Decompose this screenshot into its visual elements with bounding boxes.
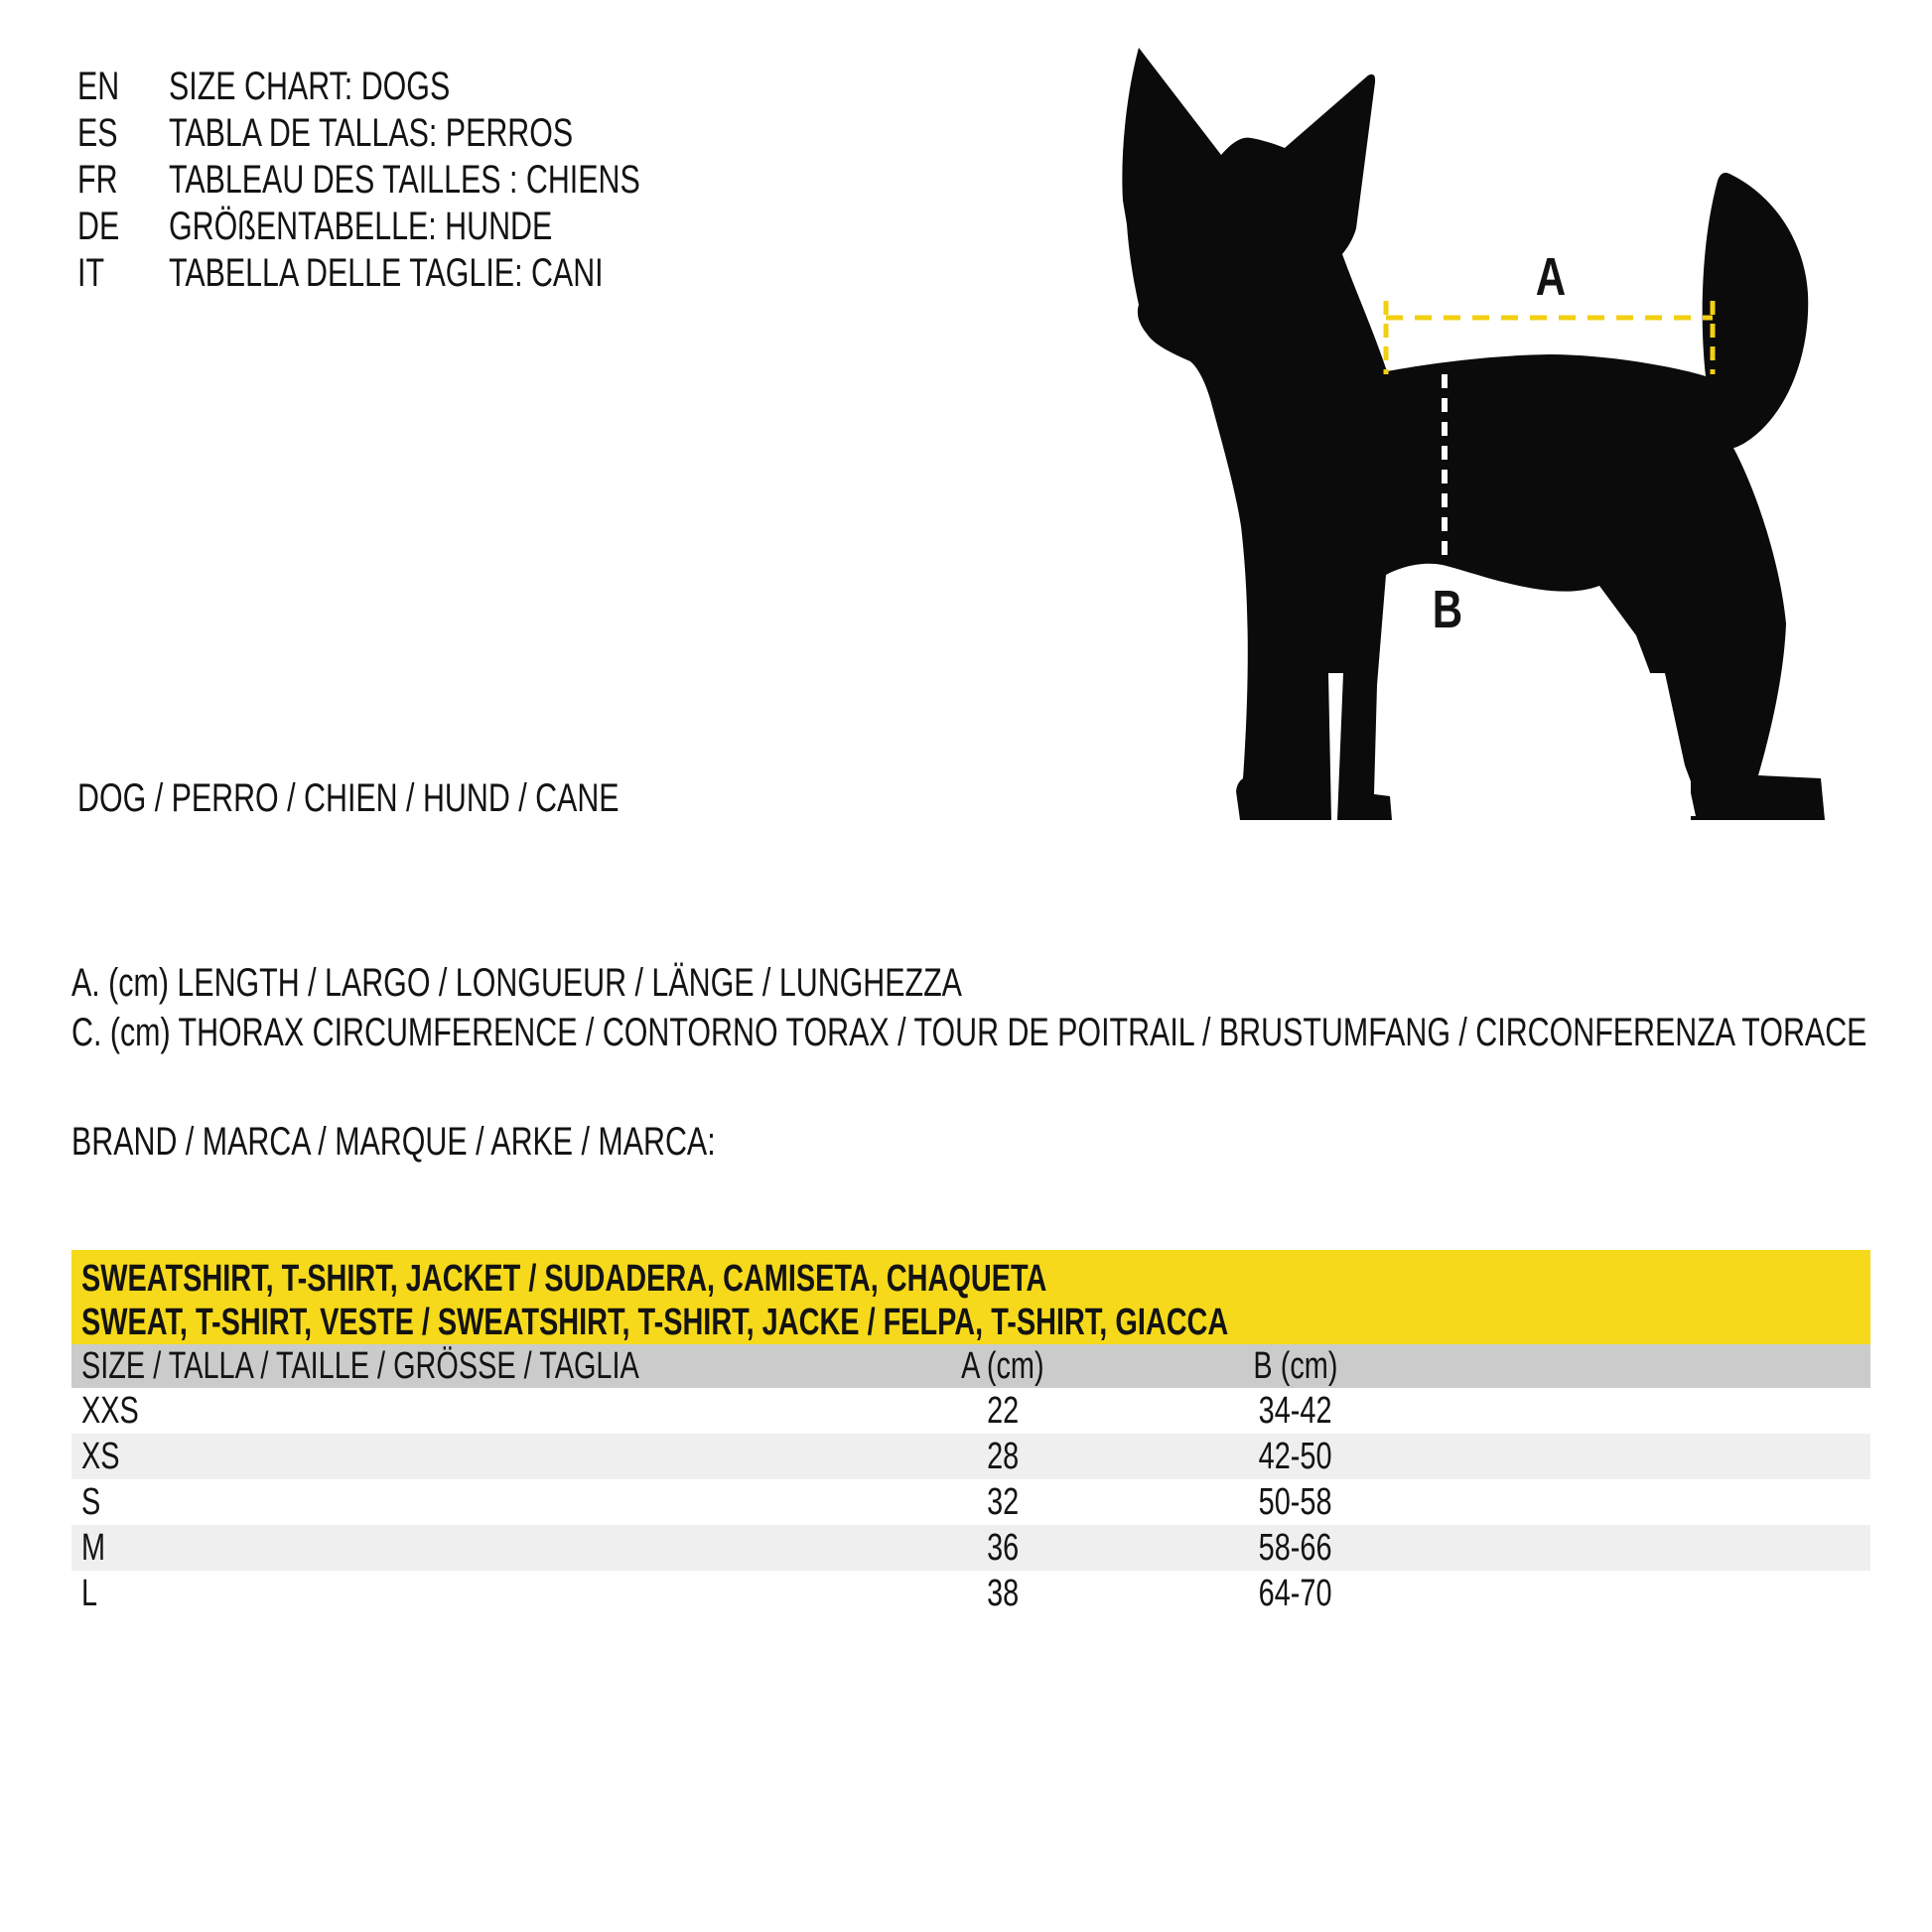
- size-cell: S: [81, 1480, 101, 1523]
- dog-silhouette: [1122, 48, 1825, 820]
- language-code: ES: [77, 111, 118, 155]
- size-row-xxs: [71, 1388, 1870, 1434]
- length-cell: 36: [986, 1526, 1020, 1569]
- length-cell: 28: [986, 1435, 1020, 1477]
- language-code: DE: [77, 205, 120, 248]
- size-row-l: [71, 1571, 1870, 1616]
- language-row-es: [77, 110, 789, 157]
- dog-measurement-diagram: [894, 30, 1886, 834]
- language-list: [77, 64, 789, 297]
- animal-caption: DOG / PERRO / CHIEN / HUND / CANE: [77, 776, 620, 820]
- column-header-b: B (cm): [1253, 1344, 1338, 1387]
- column-header-a: A (cm): [961, 1344, 1044, 1387]
- language-code: IT: [77, 251, 105, 295]
- language-row-de: [77, 204, 789, 250]
- size-table: [71, 1250, 1870, 1616]
- measure-a-label: A: [1535, 247, 1567, 308]
- size-row-s: [71, 1479, 1870, 1525]
- thorax-cell: 58-66: [1259, 1526, 1332, 1569]
- size-cell: XXS: [81, 1389, 139, 1432]
- thorax-cell: 50-58: [1259, 1480, 1332, 1523]
- language-title: SIZE CHART: DOGS: [169, 65, 451, 108]
- size-cell: XS: [81, 1435, 120, 1477]
- thorax-cell: 34-42: [1259, 1389, 1332, 1432]
- language-title: TABLA DE TALLAS: PERROS: [169, 111, 574, 155]
- length-cell: 38: [986, 1572, 1020, 1614]
- thorax-cell: 42-50: [1259, 1435, 1332, 1477]
- length-cell: 22: [986, 1389, 1020, 1432]
- measure-b-label: B: [1432, 580, 1463, 640]
- language-title: GRÖßENTABELLE: HUNDE: [169, 205, 553, 248]
- language-row-it: [77, 250, 789, 297]
- size-cell: L: [81, 1572, 98, 1614]
- language-row-fr: [77, 157, 789, 204]
- garment-banner: [71, 1250, 1870, 1344]
- language-code: FR: [77, 158, 118, 202]
- thorax-cell: 64-70: [1259, 1572, 1332, 1614]
- size-cell: M: [81, 1526, 106, 1569]
- size-row-m: [71, 1525, 1870, 1571]
- table-header-row: [71, 1344, 1870, 1388]
- table-body: [71, 1388, 1870, 1616]
- length-cell: 32: [986, 1480, 1020, 1523]
- size-row-xs: [71, 1434, 1870, 1479]
- banner-line-2: SWEAT, T-SHIRT, VESTE / SWEATSHIRT, T-SHIRT, JACKE / FELPA, T-SHIRT, GIACCA: [81, 1302, 1229, 1343]
- language-title: TABELLA DELLE TAGLIE: CANI: [169, 251, 604, 295]
- legend-length: A. (cm) LENGTH / LARGO / LONGUEUR / LÄNGE / LUNGHEZZA: [71, 961, 962, 1005]
- language-code: EN: [77, 65, 120, 108]
- legend-thorax: C. (cm) THORAX CIRCUMFERENCE / CONTORNO TORAX / TOUR DE POITRAIL / BRUSTUMFANG / CIRCONFERENZA TORACE: [71, 1011, 1867, 1054]
- column-header-size: SIZE / TALLA / TAILLE / GRÖSSE / TAGLIA: [81, 1344, 639, 1387]
- brand-line: BRAND / MARCA / MARQUE / ARKE / MARCA:: [71, 1120, 716, 1164]
- language-title: TABLEAU DES TAILLES : CHIENS: [169, 158, 640, 202]
- language-row-en: [77, 64, 789, 110]
- banner-line-1: SWEATSHIRT, T-SHIRT, JACKET / SUDADERA, CAMISETA, CHAQUETA: [81, 1258, 1047, 1300]
